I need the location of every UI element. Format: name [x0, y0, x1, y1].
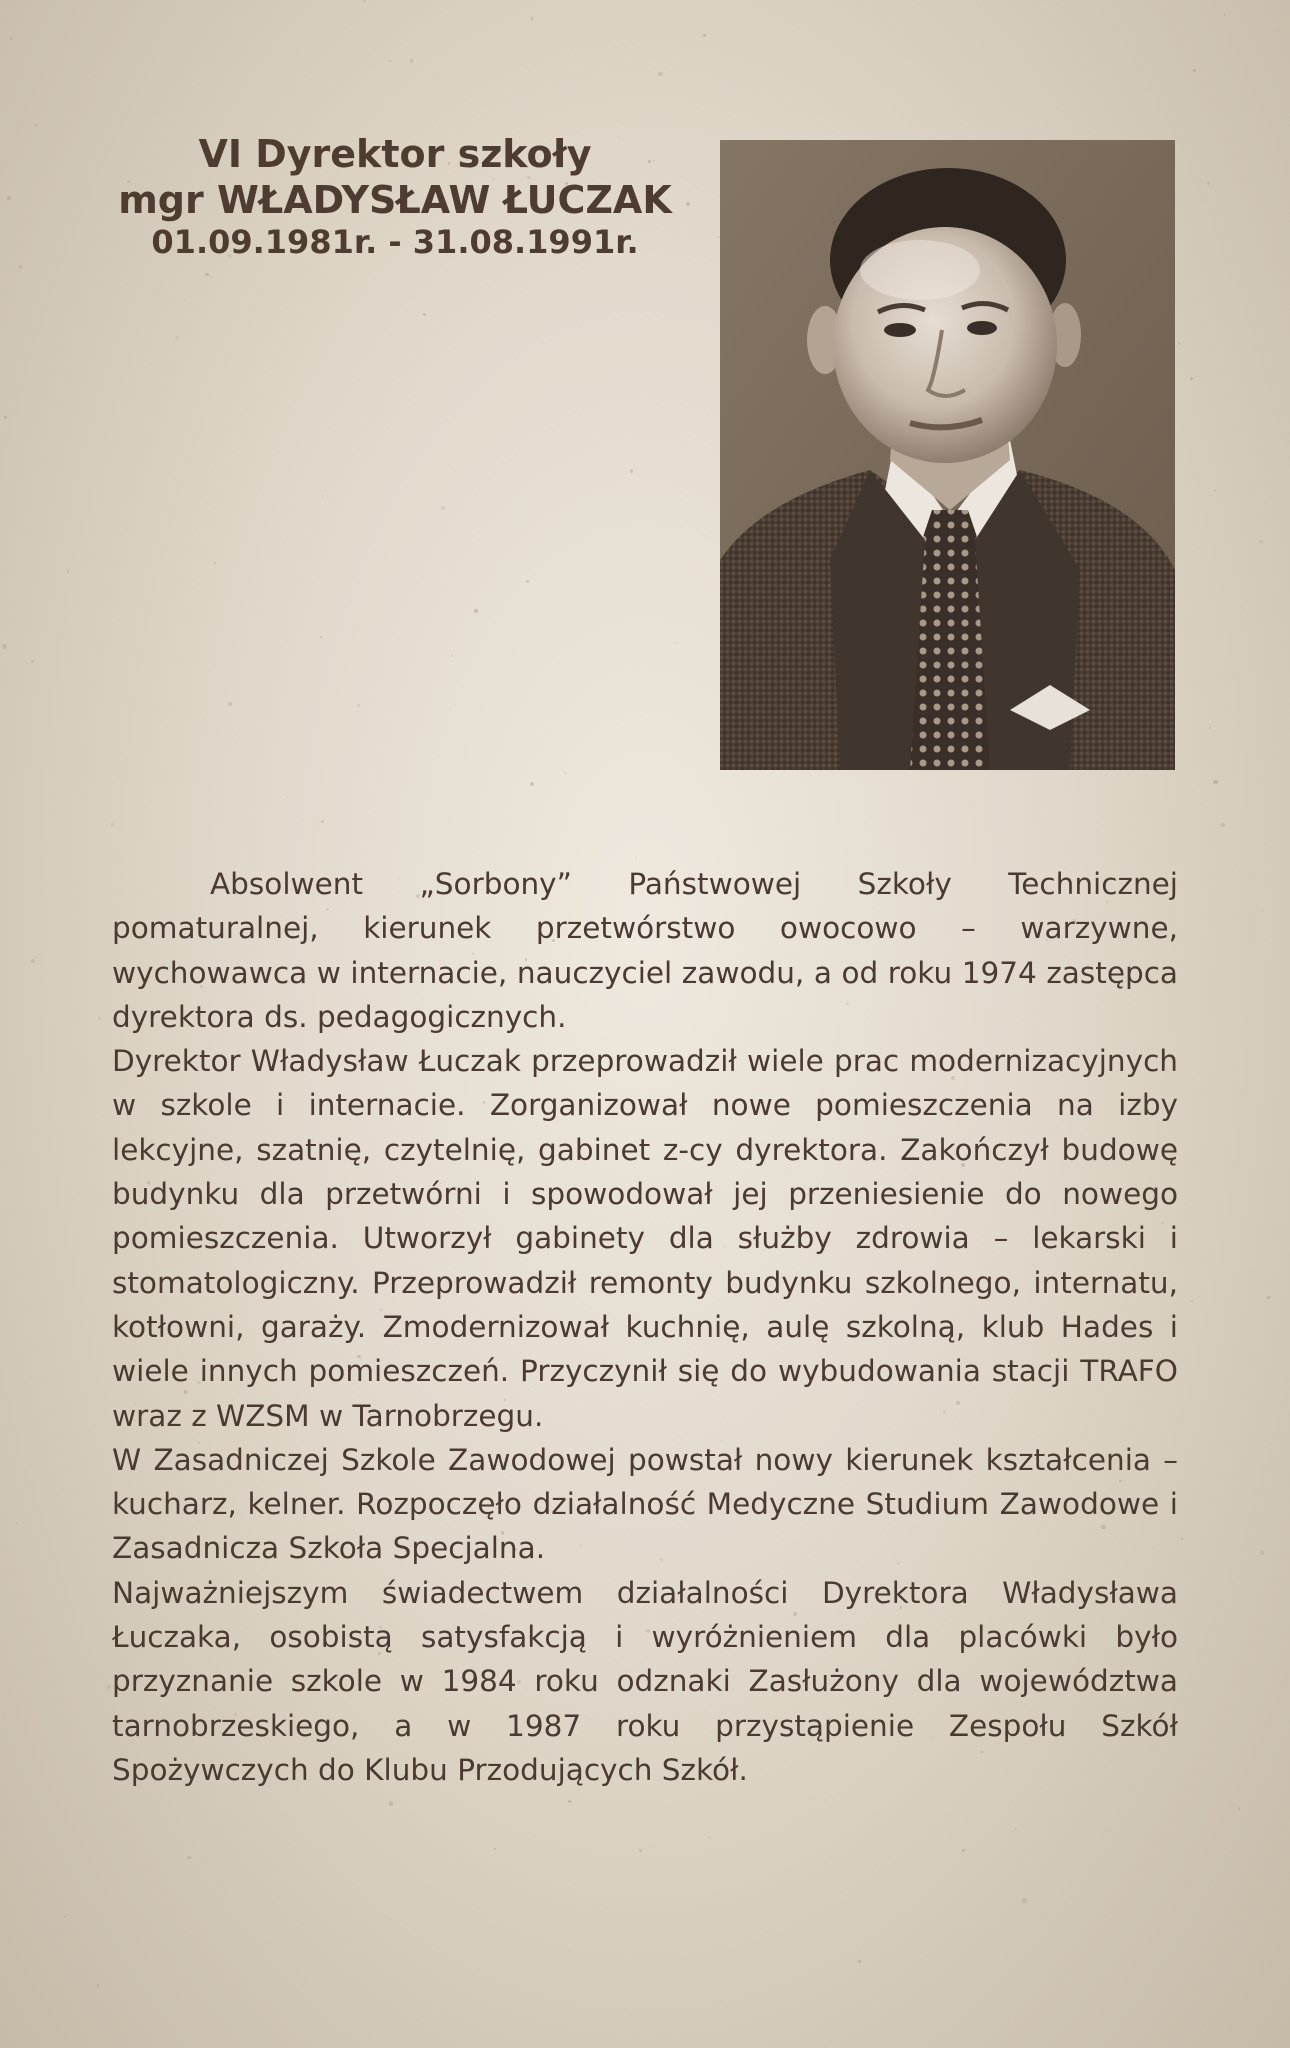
paper-speck: [441, 506, 445, 510]
paper-speck: [7, 196, 11, 200]
paper-speck: [1015, 1828, 1016, 1829]
paper-speck: [111, 823, 114, 826]
paper-speck: [214, 562, 216, 564]
paper-speck: [321, 495, 323, 497]
header-dates: 01.09.1981r. - 31.08.1991r.: [151, 223, 639, 262]
paper-speck: [1022, 1898, 1026, 1902]
paper-speck: [1262, 909, 1264, 911]
page-header: [80, 132, 710, 262]
paper-speck: [389, 1801, 393, 1805]
paper-speck: [1191, 1300, 1193, 1302]
paper-speck: [19, 265, 22, 268]
paper-speck: [564, 772, 567, 775]
biography-paragraph: Absolwent „Sorbony” Państwowej Szkoły Technicznej pomaturalnej, kierunek przetwórstwo owocowo – warzywne, wychowawca w internacie, nauczyciel zawodu, a od roku 1974 zastępca dyrektora ds. pedagogicznych.: [112, 867, 1178, 1034]
paper-speck: [31, 660, 34, 663]
paper-speck: [630, 469, 634, 473]
paper-speck: [474, 609, 477, 612]
paper-speck: [708, 1836, 711, 1839]
biography-paragraph: Dyrektor Władysław Łuczak przeprowadził wiele prac modernizacyjnych w szkole i internacie. Zorganizował nowe pomieszczenia na izby lekcyjne, szatnię, czytelnię, gabinet z-cy dyrektora. Zakończył budowę budynku dla przetwórni i spowodował jej przeniesienie do nowego pomieszczenia. Utworzył gabinety dla służby zdrowia – lekarski i stomatologiczny. Przeprowadził remonty budynku szkolnego, internatu, kotłowni, garaży. Zmodernizował kuchnię, aulę szkolną, klub Hades i wiele innych pomieszczeń. Przyczynił się do wybudowania stacji TRAFO wraz z WZSM w Tarnobrzegu.: [112, 1044, 1178, 1433]
paper-speck: [858, 1960, 861, 1963]
paper-speck: [389, 60, 391, 62]
biography-paragraph: W Zasadniczej Szkole Zawodowej powstał nowy kierunek kształcenia – kucharz, kelner. Rozpoczęło działalność Medyczne Studium Zawodowe i Zasadnicza Szkoła Specjalna.: [112, 1442, 1178, 1566]
paper-speck: [1190, 377, 1193, 380]
paper-speck: [2, 644, 6, 648]
paper-speck: [321, 820, 324, 823]
paper-speck: [569, 1950, 570, 1951]
header-title: VI Dyrektor szkoły: [198, 132, 592, 176]
paper-speck: [1267, 1296, 1270, 1299]
portrait-photo: [720, 140, 1175, 770]
paper-speck: [568, 1800, 571, 1803]
biography-text: [112, 862, 1178, 1792]
biography-paragraph: Najważniejszym świadectwem działalności Dyrektora Władysława Łuczaka, osobistą satysfakcją i wyróżnieniem dla placówki było przyznanie szkole w 1984 roku odznaki Zasłużony dla województwa tarnobrzeskiego, a w 1987 roku przystąpienie Zespołu Szkół Spożywczych do Klubu Przodujących Szkół.: [112, 1575, 1178, 1787]
paper-speck: [410, 59, 414, 63]
paper-speck: [703, 34, 706, 37]
paper-speck: [658, 72, 662, 76]
paper-speck: [635, 856, 636, 857]
paper-speck: [357, 704, 360, 707]
paper-speck: [175, 336, 179, 340]
paper-speck: [106, 1685, 110, 1689]
paper-speck: [320, 636, 322, 638]
header-name: mgr WŁADYSŁAW ŁUCZAK: [118, 177, 672, 222]
paper-speck: [97, 1984, 100, 1987]
paper-speck: [1178, 342, 1181, 345]
paper-speck: [205, 273, 209, 277]
paper-speck: [1260, 1551, 1264, 1555]
paper-speck: [1213, 780, 1217, 784]
paper-speck: [16, 1523, 17, 1524]
paper-speck: [4, 416, 7, 419]
